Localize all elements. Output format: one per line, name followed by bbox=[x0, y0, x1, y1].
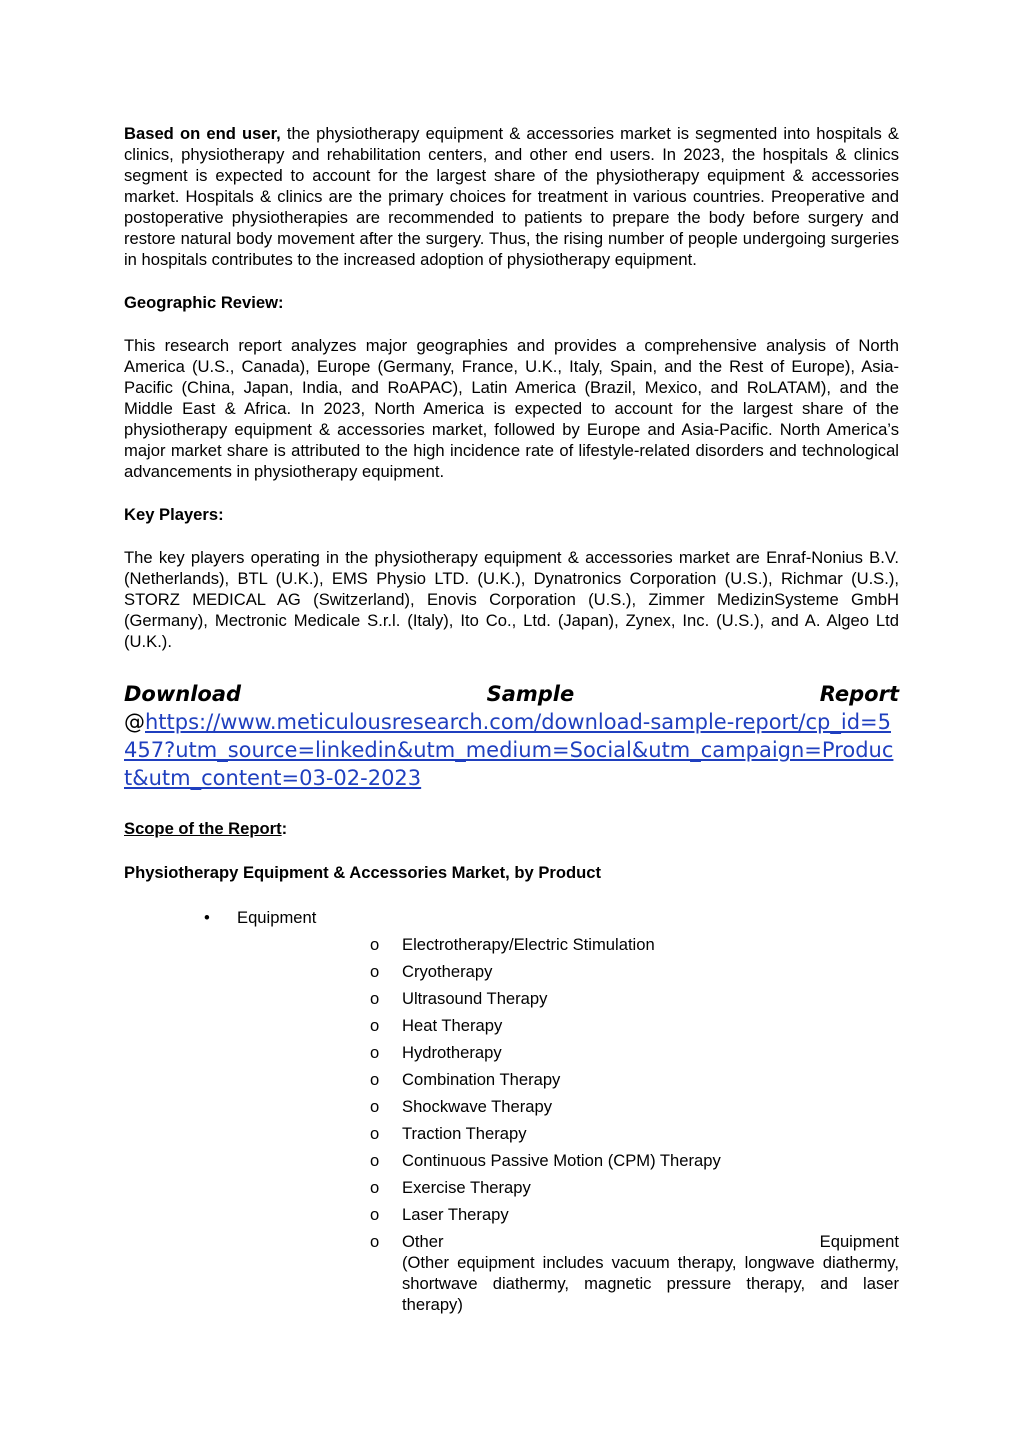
list-item bbox=[237, 1123, 899, 1144]
list-item-label: Exercise Therapy bbox=[402, 1178, 531, 1197]
sub-bullet-icon: o bbox=[370, 1070, 380, 1089]
sub-bullet-icon: o bbox=[370, 1016, 380, 1035]
sub-bullet-icon: o bbox=[370, 935, 380, 954]
download-word: Download bbox=[124, 682, 242, 706]
list-item bbox=[237, 1042, 899, 1063]
list-item-label: Traction Therapy bbox=[402, 1124, 527, 1143]
report-word: Report bbox=[819, 682, 899, 706]
list-item-equipment bbox=[124, 907, 899, 1315]
sub-bullet-icon: o bbox=[370, 1151, 380, 1170]
list-item bbox=[237, 1096, 899, 1117]
key-players-paragraph: The key players operating in the physiotherapy equipment & accessories market are Enraf-Nonius B.V. (Netherlands), BTL (U.K.), EMS Physio LTD. (U.K.), Dynatronics Corporation (U.S.), Richmar (U.S.), STORZ MEDICAL AG (Switzerland), Enovis Corporation (U.S.), Zimmer MedizinSysteme GmbH (Germany), Mectronic Medicale S.r.l. (Italy), Ito Co., Ltd. (Japan), Zynex, Inc. (U.S.), and A. Algeo Ltd (U.K.). bbox=[124, 548, 899, 651]
list-item-label: Ultrasound Therapy bbox=[402, 989, 548, 1008]
document-page bbox=[124, 123, 899, 1321]
bullet-icon: • bbox=[204, 908, 210, 927]
list-item-other-equipment bbox=[237, 1231, 899, 1315]
scope-colon: : bbox=[281, 819, 288, 838]
list-item-label: Electrotherapy/Electric Stimulation bbox=[402, 935, 655, 954]
at-sign: @ bbox=[124, 710, 145, 734]
geographic-review-paragraph: This research report analyzes major geographies and provides a comprehensive analysis of North America (U.S., Canada), Europe (Germany, France, U.K., Italy, Spain, and the Rest of Europe), Asia-Pacific (China, Japan, India, and RoAPAC), Latin America (Brazil, Mexico, and RoLATAM), and the Middle East & Africa. In 2023, North America is expected to account for the largest share of the physiotherapy equipment & accessories market, followed by Europe and Asia-Pacific. North America’s major market share is attributed to the high incidence rate of lifestyle-related disorders and technological advancements in physiotherapy equipment. bbox=[124, 336, 899, 481]
list-item bbox=[237, 1204, 899, 1225]
scope-heading bbox=[124, 818, 899, 839]
list-item-label: Equipment bbox=[237, 908, 317, 927]
list-item bbox=[237, 988, 899, 1009]
list-item bbox=[237, 1150, 899, 1171]
download-link-line bbox=[124, 708, 899, 792]
list-item-label: Cryotherapy bbox=[402, 962, 493, 981]
sub-bullet-icon: o bbox=[370, 1124, 380, 1143]
list-item bbox=[237, 1015, 899, 1036]
list-item bbox=[237, 1069, 899, 1090]
list-item bbox=[237, 961, 899, 982]
equipment-sub-list bbox=[237, 934, 899, 1315]
sub-bullet-icon: o bbox=[370, 989, 380, 1008]
list-item-label: Shockwave Therapy bbox=[402, 1097, 553, 1116]
list-item-label: Heat Therapy bbox=[402, 1016, 503, 1035]
sub-bullet-icon: o bbox=[370, 1097, 380, 1116]
sample-word: Sample bbox=[486, 682, 575, 706]
sub-bullet-icon: o bbox=[370, 1043, 380, 1062]
list-item-label: Hydrotherapy bbox=[402, 1043, 502, 1062]
download-sample-report bbox=[124, 680, 899, 792]
equipment-label: Equipment bbox=[819, 1232, 899, 1251]
end-user-text: the physiotherapy equipment & accessories market is segmented into hospitals & clinics, physiotherapy and rehabilitation centers, and other end users. In 2023, the hospitals & clinics segment is expected to account for the largest share of the physiotherapy equipment & accessories market. Hospitals & clinics are the primary choices for treatment in various countries. Preoperative and postoperative physiotherapies are recommended to patients to prepare the body before surgery and restore natural body movement after the surgery. Thus, the rising number of people undergoing surgeries in hospitals contributes to the increased adoption of physiotherapy equipment. bbox=[124, 124, 899, 269]
product-heading: Physiotherapy Equipment & Accessories Market, by Product bbox=[124, 863, 602, 882]
sub-bullet-icon: o bbox=[370, 962, 380, 981]
list-item-label: Laser Therapy bbox=[402, 1205, 509, 1224]
download-sample-link[interactable]: https://www.meticulousresearch.com/download-sample-report/cp_id=5457?utm_source=linkedin&utm_medium=Social&utm_campaign=Product&utm_content=03-02-2023 bbox=[124, 710, 894, 790]
download-heading-line bbox=[124, 680, 899, 708]
product-list bbox=[124, 907, 899, 1315]
other-equipment-line bbox=[402, 1231, 899, 1252]
end-user-paragraph bbox=[124, 123, 899, 270]
sub-bullet-icon: o bbox=[370, 1178, 380, 1197]
list-item bbox=[237, 1177, 899, 1198]
list-item-label: Combination Therapy bbox=[402, 1070, 561, 1089]
key-players-heading: Key Players: bbox=[124, 505, 224, 524]
end-user-lead: Based on end user, bbox=[124, 124, 281, 143]
scope-title: Scope of the Report bbox=[124, 819, 282, 838]
sub-bullet-icon: o bbox=[370, 1232, 380, 1251]
other-label: Other bbox=[402, 1232, 444, 1251]
other-equipment-description: (Other equipment includes vacuum therapy, longwave diathermy, shortwave diathermy, magnetic pressure therapy, and laser therapy) bbox=[402, 1253, 899, 1314]
sub-bullet-icon: o bbox=[370, 1205, 380, 1224]
geographic-review-heading: Geographic Review: bbox=[124, 293, 284, 312]
list-item-label: Continuous Passive Motion (CPM) Therapy bbox=[402, 1151, 721, 1170]
list-item bbox=[237, 934, 899, 955]
